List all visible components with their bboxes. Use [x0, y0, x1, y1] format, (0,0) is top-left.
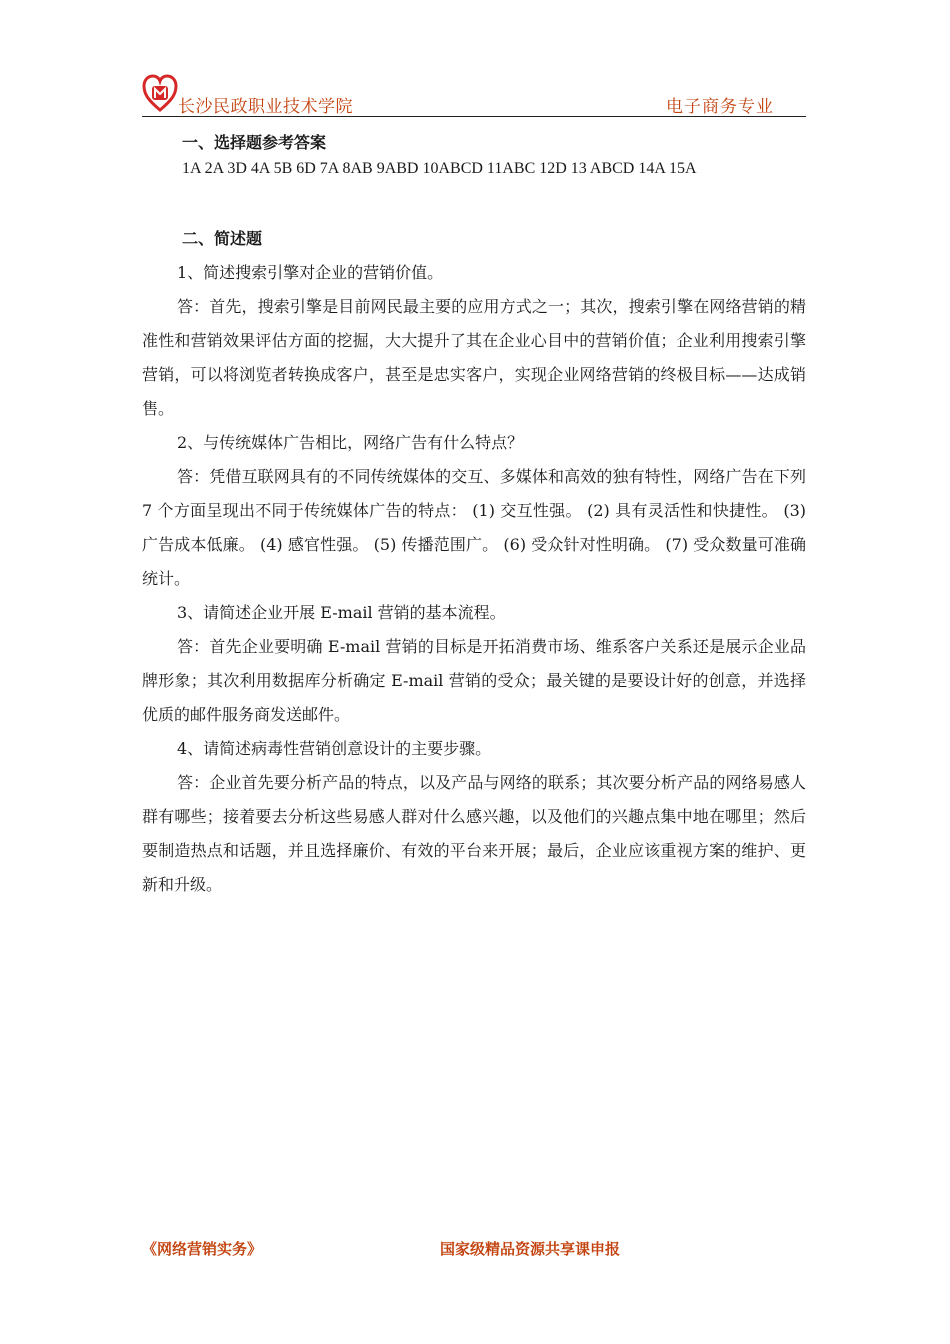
answer-1: 答：首先，搜索引擎是目前网民最主要的应用方式之一；其次，搜索引擎在网络营销的精准性和营销效果评估方面的挖掘，大大提升了其在企业心目中的营销价值；企业利用搜索引擎营销，可以将浏览者转换成客户，甚至是忠实客户，实现企业网络营销的终极目标——达成销售。	[142, 297, 806, 418]
question-4: 4、请简述病毒性营销创意设计的主要步骤。	[177, 739, 492, 758]
answer-3: 答：首先企业要明确 E-mail 营销的目标是开拓消费市场、维系客户关系还是展示企业品牌形象；其次利用数据库分析确定 E-mail 营销的受众；最关键的是要设计好的创意，并选择优质的邮件服务商发送邮件。	[142, 637, 806, 724]
question-3: 3、请简述企业开展 E-mail 营销的基本流程。	[177, 603, 506, 622]
footer-note: 国家级精品资源共享课申报	[440, 1240, 621, 1258]
answer-2: 答：凭借互联网具有的不同传统媒体的交互、多媒体和高效的独有特性，网络广告在下列 7 个方面呈现出不同于传统媒体广告的特点： (1) 交互性强。 (2) 具有灵活性和快捷性。 (3) 广告成本低廉。 (4) 感官性强。 (5) 传播范围广。 (6) 受众针对性明确。 (7) 受众数量可准确统计。	[142, 467, 806, 588]
document-body	[142, 130, 806, 902]
section1-title: 一、选择题参考答案	[182, 133, 327, 152]
section2-title: 二、简述题	[182, 229, 263, 248]
answer-key: 1A 2A 3D 4A 5B 6D 7A 8AB 9ABD 10ABCD 11ABC 12D 13 ABCD 14A 15A	[182, 160, 697, 177]
footer-course: 《网络营销实务》	[142, 1240, 263, 1258]
question-1: 1、简述搜索引擎对企业的营销价值。	[177, 263, 444, 282]
question-2: 2、与传统媒体广告相比，网络广告有什么特点？	[177, 433, 524, 452]
major-name: 电子商务专业	[666, 97, 774, 117]
school-name: 长沙民政职业技术学院	[178, 97, 353, 117]
answer-4: 答：企业首先要分析产品的特点，以及产品与网络的联系；其次要分析产品的网络易感人群有哪些；接着要去分析这些易感人群对什么感兴趣，以及他们的兴趣点集中地在哪里；然后要制造热点和话题，并且选择廉价、有效的平台来开展；最后，企业应该重视方案的维护、更新和升级。	[142, 773, 806, 894]
school-logo-icon	[142, 74, 178, 112]
page-header	[142, 72, 806, 117]
